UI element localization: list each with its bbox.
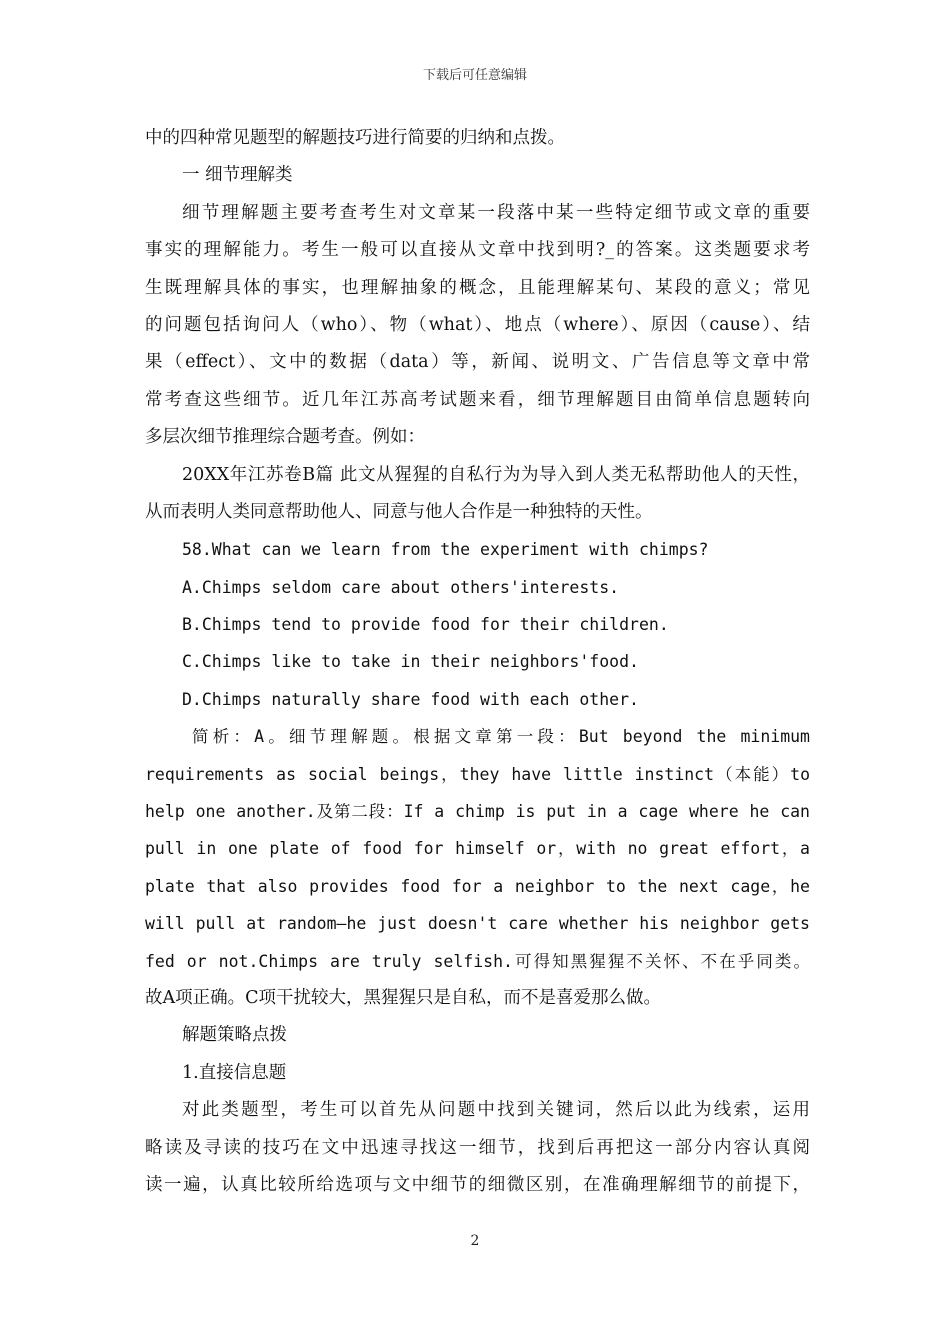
text-line: 略读及寻读的技巧在文中迅速寻找这一细节，找到后再把这一部分内容认真阅 xyxy=(145,1137,810,1158)
text-line: 中的四种常见题型的解题技巧进行简要的归纳和点拨。 xyxy=(145,128,565,148)
section-heading: 一 细节理解类 xyxy=(182,165,293,186)
analysis-line: will pull at random—he just doesn't care whether his neighbor gets xyxy=(145,914,810,934)
page-header: 下载后可任意编辑 xyxy=(422,68,527,83)
option-a: A.Chimps seldom care about others'interests. xyxy=(182,577,620,597)
text-line: 读一遍，认真比较所给选项与文中细节的细微区别，在准确理解细节的前提下， xyxy=(145,1174,810,1195)
text-line: 常考查这些细节。近几年江苏高考试题来看，细节理解题目由简单信息题转向 xyxy=(145,389,810,410)
subsection-heading: 1.直接信息题 xyxy=(182,1062,287,1083)
text-line: 细节理解题主要考查考生对文章某一段落中某一些特定细节或文章的重要 xyxy=(182,202,810,223)
analysis-line: fed or not.Chimps are truly selfish.可得知黑猩猩不关怀、不在乎同类。 xyxy=(145,951,810,971)
analysis-line: help one another.及第二段：If a chimp is put in a cage where he can xyxy=(145,802,810,822)
page-number: 2 xyxy=(470,1233,480,1249)
document-body xyxy=(145,120,810,1204)
text-line: 多层次细节推理综合题考查。例如： xyxy=(145,427,425,448)
text-line: 事实的理解能力。考生一般可以直接从文章中找到明?_的答案。这类题要求考 xyxy=(145,240,810,261)
text-line: 生既理解具体的事实，也理解抽象的概念，且能理解某句、某段的意义；常见 xyxy=(145,277,810,298)
analysis-line: 简析：A。细节理解题。根据文章第一段：But beyond the minimum xyxy=(192,727,810,747)
section-heading: 解题策略点拨 xyxy=(182,1025,287,1046)
text-line: 果（effect）、文中的数据（data）等，新闻、说明文、广告信息等文章中常 xyxy=(145,352,810,373)
text-line: 20XX年江苏卷B篇 此文从猩猩的自私行为为导入到人类无私帮助他人的天性， xyxy=(182,464,810,485)
text-line: 故A项正确。C项干扰较大，黑猩猩只是自私，而不是喜爱那么做。 xyxy=(145,987,662,1008)
text-line: 对此类题型，考生可以首先从问题中找到关键词，然后以此为线索，运用 xyxy=(182,1100,810,1121)
question-stem: 58.What can we learn from the experiment with chimps? xyxy=(182,540,709,560)
analysis-line: pull in one plate of food for himself or，with no great effort，a xyxy=(145,839,810,859)
option-c: C.Chimps like to take in their neighbors'food. xyxy=(182,652,639,672)
option-d: D.Chimps naturally share food with each other. xyxy=(182,689,639,709)
text-line: 从而表明人类同意帮助他人、同意与他人合作是一种独特的天性。 xyxy=(145,501,653,522)
option-b: B.Chimps tend to provide food for their children. xyxy=(182,615,669,635)
text-line: 的问题包括询问人（who）、物（what）、地点（where）、原因（cause）、结 xyxy=(145,314,810,335)
analysis-line: plate that also provides food for a neighbor to the next cage，he xyxy=(145,876,810,896)
analysis-line: requirements as social beings，they have little instinct（本能）to xyxy=(145,764,810,784)
